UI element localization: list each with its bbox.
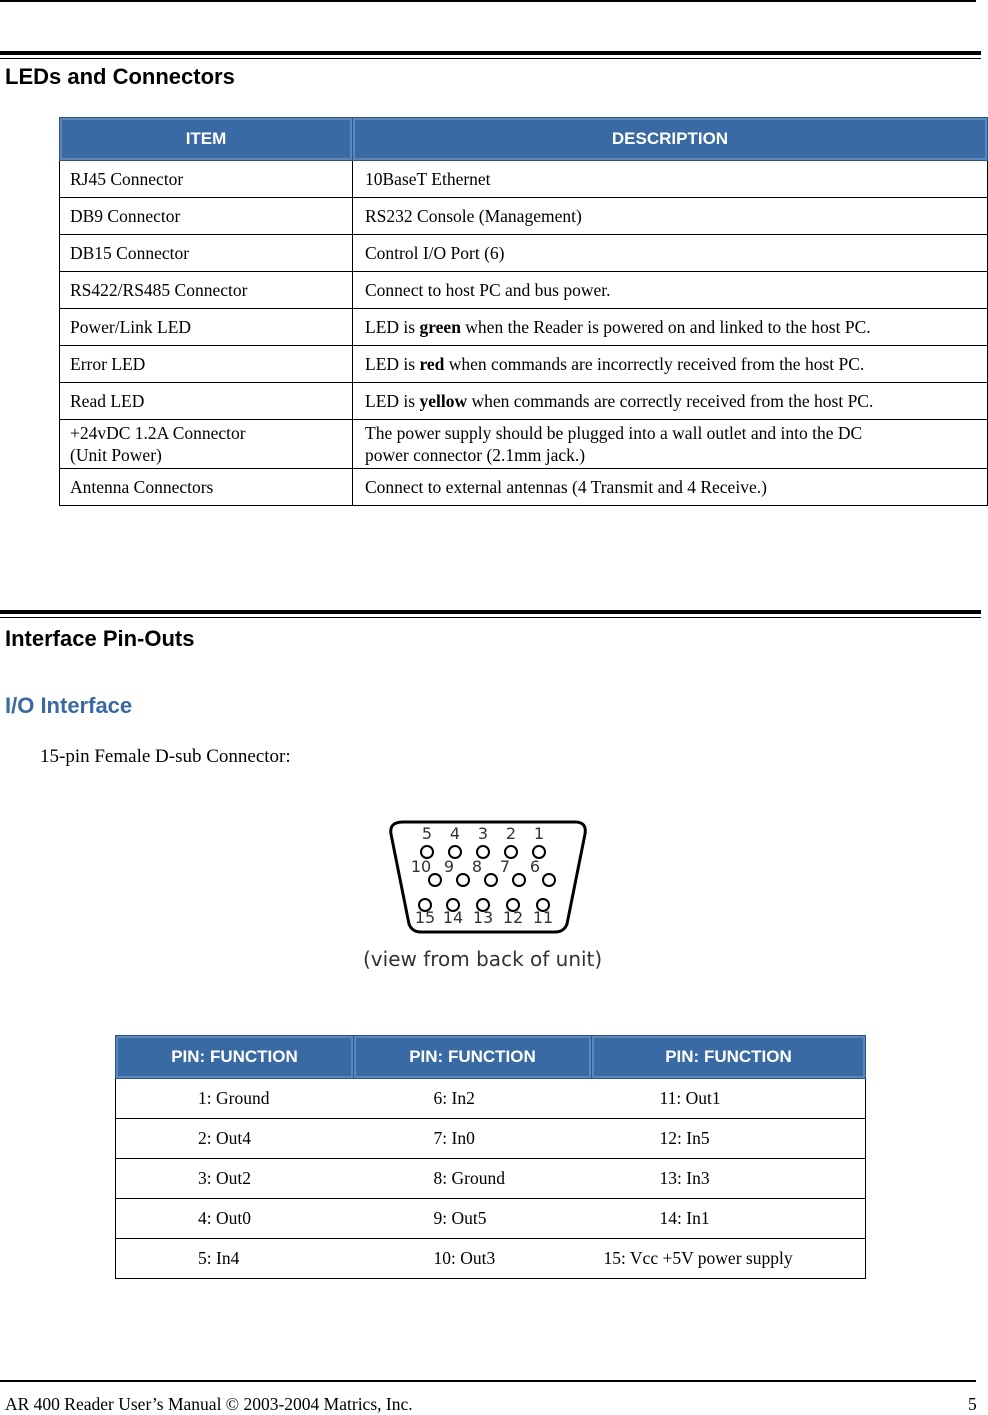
pin-label-5: 5 xyxy=(421,824,433,843)
items-table-header xyxy=(60,118,988,161)
description-cell: LED is yellow when commands are correctly received from the host PC. xyxy=(353,383,988,420)
pin-label-8: 8 xyxy=(471,857,483,876)
table-row xyxy=(60,309,988,346)
footer-rule xyxy=(0,1380,976,1382)
table-row xyxy=(60,346,988,383)
table-row xyxy=(60,235,988,272)
pin-cell: 15: Vcc +5V power supply xyxy=(592,1239,866,1279)
item-cell: Power/Link LED xyxy=(60,309,353,346)
table-row xyxy=(60,161,988,198)
pin-cell: 14: In1 xyxy=(592,1199,866,1239)
pin-label-11: 11 xyxy=(532,908,554,927)
item-cell: Antenna Connectors xyxy=(60,469,353,506)
connector-intro: 15-pin Female D-sub Connector: xyxy=(40,746,291,767)
pin-cell: 1: Ground xyxy=(116,1079,354,1119)
pin-cell: 8: Ground xyxy=(354,1159,592,1199)
table-row xyxy=(60,272,988,309)
description-cell: LED is green when the Reader is powered on and linked to the host PC. xyxy=(353,309,988,346)
section-rule-thick xyxy=(0,51,981,55)
table-row xyxy=(60,469,988,506)
pin-label-14: 14 xyxy=(442,908,464,927)
items-table xyxy=(59,117,988,506)
description-cell: 10BaseT Ethernet xyxy=(353,161,988,198)
footer-text: AR 400 Reader User’s Manual © 2003-2004 Matrics, Inc. xyxy=(5,1394,413,1414)
pin-label-12: 12 xyxy=(502,908,524,927)
top-rule xyxy=(0,0,976,2)
pin-cell: 4: Out0 xyxy=(116,1199,354,1239)
table-row xyxy=(60,198,988,235)
description-cell: The power supply should be plugged into a wall outlet and into the DC power connector (2.1mm jack.) xyxy=(353,420,988,469)
pin-label-3: 3 xyxy=(477,824,489,843)
pins-table-header xyxy=(116,1036,866,1079)
header-pin-function-1: PIN: FUNCTION xyxy=(116,1036,354,1079)
pin-label-2: 2 xyxy=(505,824,517,843)
header-pin-function-3: PIN: FUNCTION xyxy=(592,1036,866,1079)
section-title-leds-connectors: LEDs and Connectors xyxy=(5,64,235,89)
pin-cell: 5: In4 xyxy=(116,1239,354,1279)
item-cell: RJ45 Connector xyxy=(60,161,353,198)
led-color-green: green xyxy=(419,316,461,337)
description-cell: Control I/O Port (6) xyxy=(353,235,988,272)
pin-cell: 6: In2 xyxy=(354,1079,592,1119)
item-cell: RS422/RS485 Connector xyxy=(60,272,353,309)
header-item: ITEM xyxy=(60,118,353,161)
page-number: 5 xyxy=(968,1394,977,1414)
table-row xyxy=(60,383,988,420)
description-cell: Connect to external antennas (4 Transmit and 4 Receive.) xyxy=(353,469,988,506)
description-cell: LED is red when commands are incorrectly received from the host PC. xyxy=(353,346,988,383)
pin-label-4: 4 xyxy=(449,824,461,843)
item-cell: DB15 Connector xyxy=(60,235,353,272)
pin-hole-7 xyxy=(513,874,525,886)
led-color-red: red xyxy=(419,353,445,374)
pin-label-15: 15 xyxy=(414,908,436,927)
pin-cell: 10: Out3 xyxy=(354,1239,592,1279)
table-row xyxy=(116,1079,866,1119)
description-cell: Connect to host PC and bus power. xyxy=(353,272,988,309)
connector-caption: (view from back of unit) xyxy=(363,947,603,971)
pin-label-6: 6 xyxy=(529,857,541,876)
item-cell: DB9 Connector xyxy=(60,198,353,235)
item-cell: +24vDC 1.2A Connector (Unit Power) xyxy=(60,420,353,469)
pin-label-1: 1 xyxy=(533,824,545,843)
pin-label-9: 9 xyxy=(443,857,455,876)
item-cell: Error LED xyxy=(60,346,353,383)
description-cell: RS232 Console (Management) xyxy=(353,198,988,235)
pin-hole-8 xyxy=(485,874,497,886)
subsection-title-io-interface: I/O Interface xyxy=(5,693,133,718)
pin-label-7: 7 xyxy=(499,857,511,876)
pin-cell: 12: In5 xyxy=(592,1119,866,1159)
section-rule-thick xyxy=(0,610,981,614)
pin-cell: 7: In0 xyxy=(354,1119,592,1159)
pin-cell: 9: Out5 xyxy=(354,1199,592,1239)
pin-label-13: 13 xyxy=(472,908,494,927)
pin-cell: 3: Out2 xyxy=(116,1159,354,1199)
pin-cell: 11: Out1 xyxy=(592,1079,866,1119)
section-rule-thin xyxy=(0,58,981,59)
item-cell: Read LED xyxy=(60,383,353,420)
pin-cell: 2: Out4 xyxy=(116,1119,354,1159)
pin-cell: 13: In3 xyxy=(592,1159,866,1199)
section-rule-thin xyxy=(0,617,981,618)
table-row xyxy=(60,420,988,469)
table-row xyxy=(116,1159,866,1199)
pin-hole-6 xyxy=(543,874,555,886)
pins-table xyxy=(115,1035,866,1279)
header-pin-function-2: PIN: FUNCTION xyxy=(354,1036,592,1079)
table-row xyxy=(116,1239,866,1279)
table-row xyxy=(116,1199,866,1239)
section-title-interface-pinouts: Interface Pin-Outs xyxy=(5,626,195,651)
pin-label-10: 10 xyxy=(410,857,432,876)
table-row xyxy=(116,1119,866,1159)
led-color-yellow: yellow xyxy=(419,390,468,411)
pin-hole-9 xyxy=(457,874,469,886)
header-description: DESCRIPTION xyxy=(353,118,988,161)
db15-connector-diagram xyxy=(355,808,635,978)
